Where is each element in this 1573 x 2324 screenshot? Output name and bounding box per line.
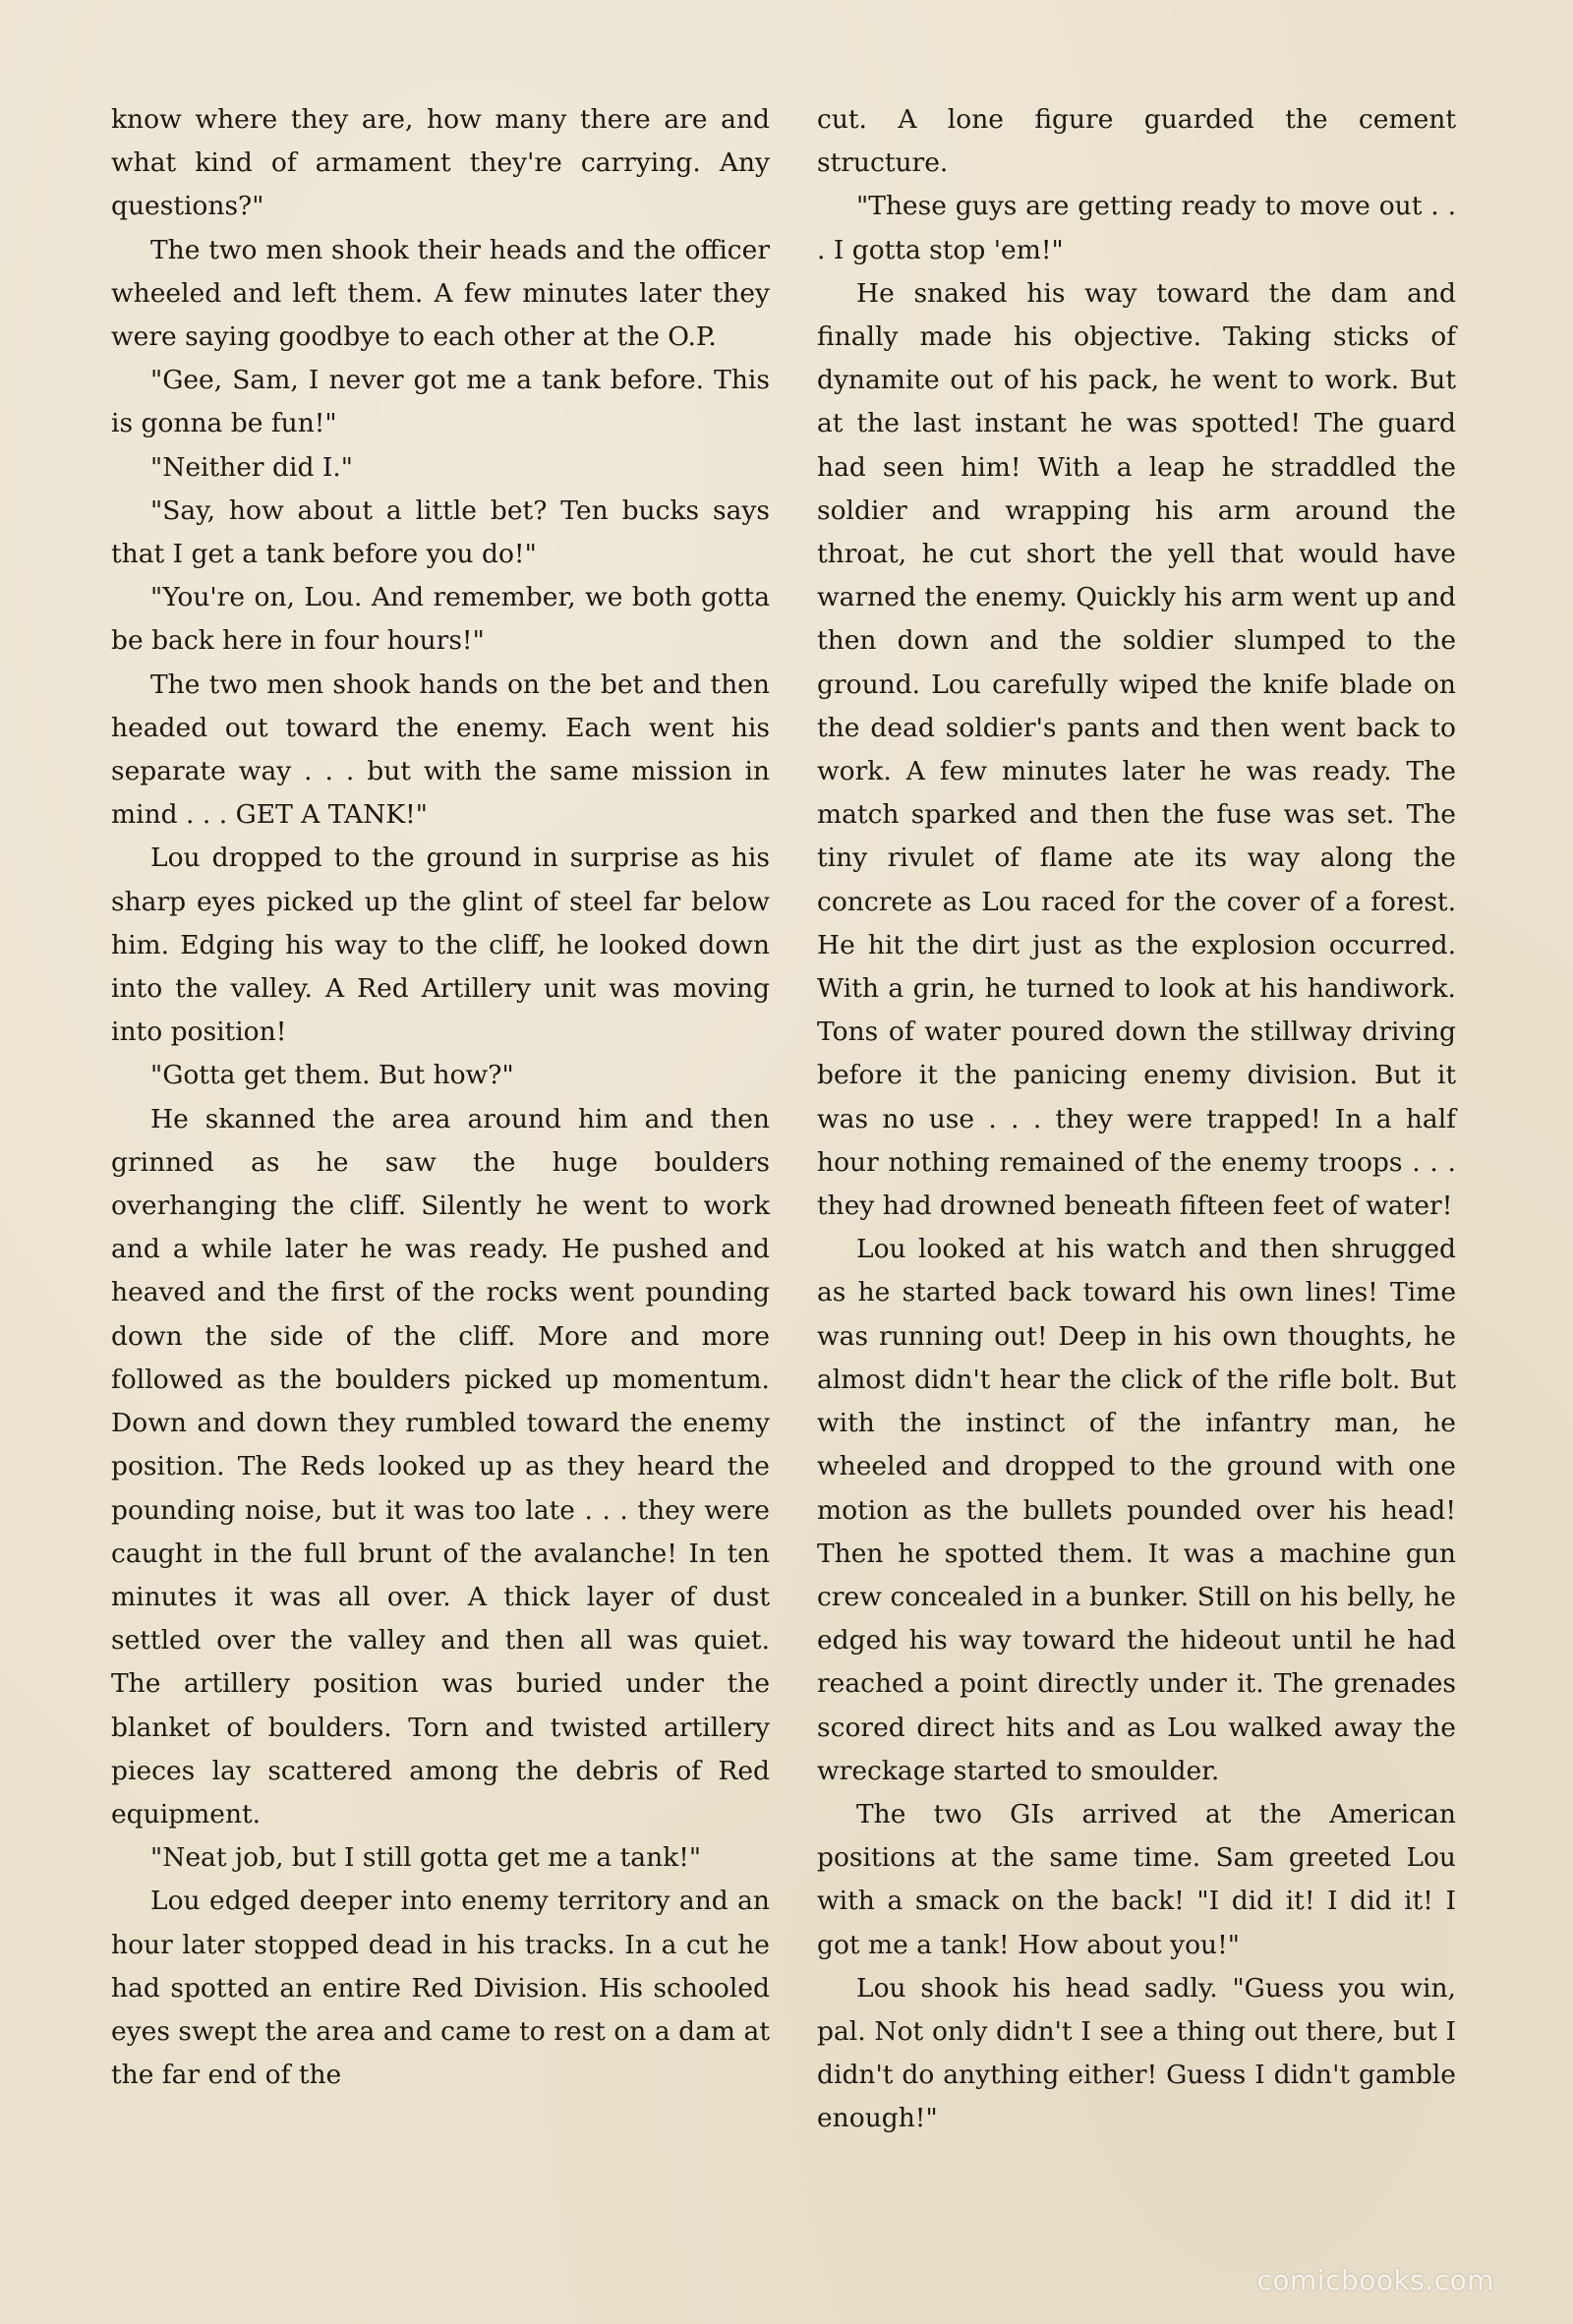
text-column-right bbox=[817, 98, 1456, 2141]
paragraph: "You're on, Lou. And remember, we both gotta be back here in four hours!" bbox=[111, 582, 770, 657]
paragraph: "These guys are getting ready to move out . . . I gotta stop 'em!" bbox=[817, 191, 1456, 265]
watermark: comicbooks.com bbox=[1256, 2264, 1494, 2296]
paragraph: cut. A lone figure guarded the cement structure. bbox=[817, 104, 1456, 179]
paragraph: The two men shook hands on the bet and then headed out toward the enemy. Each went his separate way . . . but with the same mission in mind . . . GET A TANK!" bbox=[111, 668, 770, 831]
paragraph: "Gee, Sam, I never got me a tank before. This is gonna be fun!" bbox=[111, 365, 770, 439]
paragraph: He snaked his way toward the dam and finally made his objective. Taking sticks of dynamite out of his pack, he went to work. But at the last instant he was spotted! The guard had seen him! With a leap he straddled the soldier and wrapping his arm around the throat, he cut short the yell that would have warned the enemy. Quickly his arm went up and then down and the soldier slumped to the ground. Lou carefully wiped the knife blade on the dead soldier's pants and then went back to work. A few minutes later he was ready. The match sparked and then the fuse was set. The tiny rivulet of flame ate its way along the concrete as Lou raced for the cover of a forest. He hit the dirt just as the explosion occurred. With a grin, he turned to look at his handiwork. Tons of water poured down the stillway driving before it the panicing enemy division. But it was no use . . . they were trapped! In a half hour nothing remained of the enemy troops . . . they had drowned beneath fifteen feet of water! bbox=[817, 277, 1456, 1222]
paragraph: Lou shook his head sadly. "Guess you win, pal. Not only didn't I see a thing out there, but I didn't do anything either! Guess I didn't gamble enough!" bbox=[817, 1972, 1456, 2134]
paragraph: "Gotta get them. But how?" bbox=[150, 1060, 514, 1091]
paragraph: Lou looked at his watch and then shrugged as he started back toward his own lines! Time was running out! Deep in his own thoughts, he almost didn't hear the click of the rifle bolt. But with the instinct of the infantry man, he wheeled and dropped to the ground with one motion as the bullets pounded over his head! Then he spotted them. It was a machine gun crew concealed in a bunker. Still on his belly, he edged his way toward the hideout until he had reached a point directly under it. The grenades scored direct hits and as Lou walked away the wreckage started to smoulder. bbox=[817, 1234, 1456, 1786]
paragraph: Lou dropped to the ground in surprise as his sharp eyes picked up the glint of steel far below him. Edging his way to the cliff, he looked down into the valley. A Red Artillery unit was moving into position! bbox=[111, 842, 770, 1048]
paragraph: know where they are, how many there are and what kind of armament they're carrying. Any questions?" bbox=[111, 104, 770, 222]
paragraph: "Neat job, but I still gotta get me a tank!" bbox=[150, 1842, 702, 1874]
paragraph: "Say, how about a little bet? Ten bucks says that I get a tank before you do!" bbox=[111, 494, 770, 570]
text-column-left bbox=[111, 98, 770, 2097]
paragraph: "Neither did I." bbox=[150, 451, 353, 483]
paragraph: The two men shook their heads and the officer wheeled and left them. A few minutes later they were saying goodbye to each other at the O.P. bbox=[111, 234, 770, 353]
paragraph: He skanned the area around him and then grinned as he saw the huge boulders overhanging the cliff. Silently he went to work and a while later he was ready. He pushed and heaved and the first of the rocks went pounding down the side of the cliff. More and more followed as the boulders picked up momentum. Down and down they rumbled toward the enemy position. The Reds looked up as they heard the pounding noise, but it was too late . . . they were caught in the full brunt of the avalanche! In ten minutes it was all over. A thick layer of dust settled over the valley and then all was quiet. The artillery position was buried under the blanket of boulders. Torn and twisted artillery pieces lay scattered among the debris of Red equipment. bbox=[111, 1103, 770, 1830]
paragraph: The two GIs arrived at the American positions at the same time. Sam greeted Lou with a smack on the back! "I did it! I did it! I got me a tank! How about you!" bbox=[817, 1798, 1456, 1960]
paragraph: Lou edged deeper into enemy territory and an hour later stopped dead in his tracks. In a cut he had spotted an entire Red Division. His schooled eyes swept the area and came to rest on a dam at the far end of the bbox=[111, 1886, 770, 2091]
